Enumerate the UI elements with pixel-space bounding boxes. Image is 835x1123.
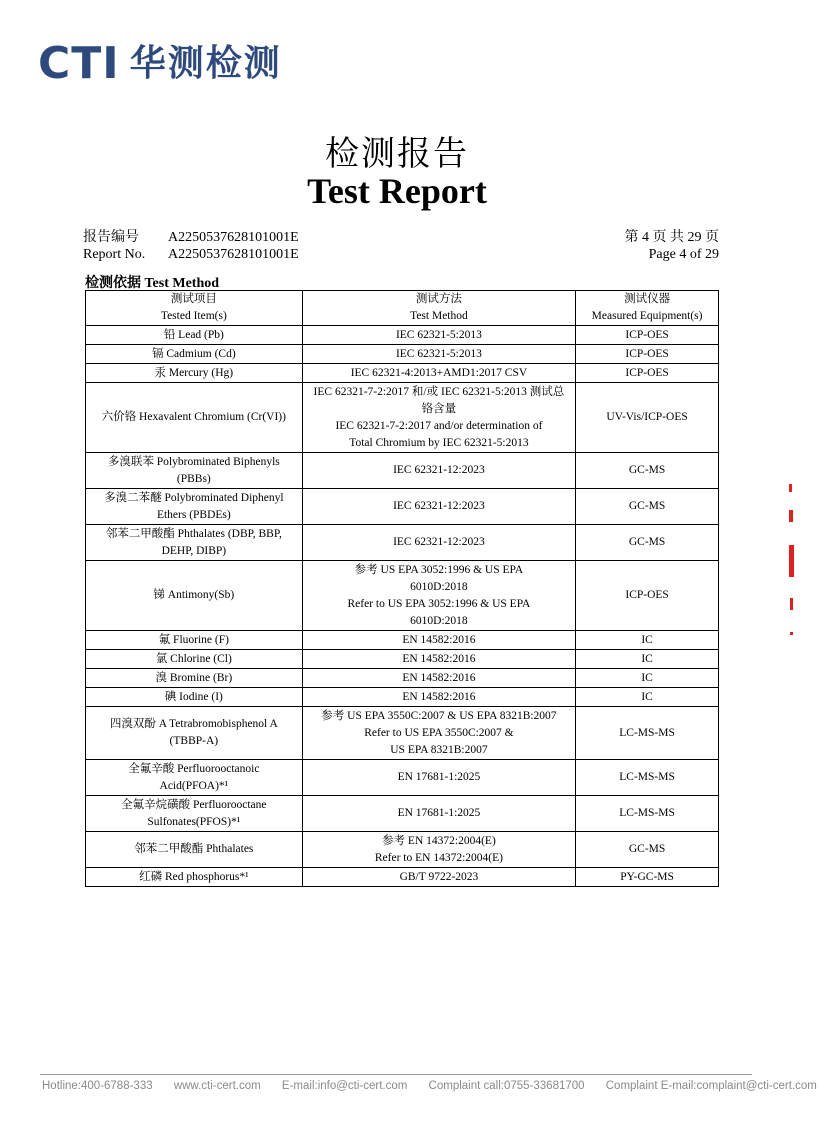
test-method-cell bbox=[302, 525, 576, 561]
equipment-cell: ICP-OES bbox=[576, 364, 719, 383]
tested-item-text: DEHP, DIBP) bbox=[161, 544, 227, 557]
header-label-cn: 测试方法 bbox=[415, 293, 462, 305]
footer-website: www.cti-cert.com bbox=[173, 1080, 261, 1092]
tested-item-text: 邻苯二甲酸酯 Phthalates (DBP, BBP, bbox=[105, 527, 282, 540]
footer-complaint-email: Complaint E-mail:complaint@cti-cert.com bbox=[605, 1080, 817, 1092]
equipment-cell: GC-MS bbox=[576, 453, 719, 489]
test-method-text: 参考 US EPA 3550C:2007 & US EPA 8321B:2007 bbox=[321, 709, 557, 722]
test-method-cell bbox=[302, 561, 576, 631]
tested-item-cell bbox=[86, 688, 303, 707]
test-method-text: US EPA 8321B:2007 bbox=[390, 743, 488, 756]
test-method-text: IEC 62321-7-2:2017 and/or determination of bbox=[335, 419, 543, 432]
test-method-cell bbox=[302, 760, 576, 796]
header-label-cn: 测试仪器 bbox=[624, 293, 671, 305]
equipment-cell: UV-Vis/ICP-OES bbox=[576, 383, 719, 453]
tested-item-text: 碘 Iodine (I) bbox=[164, 690, 223, 703]
table-row bbox=[86, 650, 719, 669]
equipment-cell: IC bbox=[576, 631, 719, 650]
footer-complaint-call: Complaint call:0755-33681700 bbox=[428, 1080, 585, 1092]
test-method-text: Refer to EN 14372:2004(E) bbox=[374, 851, 503, 864]
tested-item-text: 邻苯二甲酸酯 Phthalates bbox=[134, 843, 254, 855]
table-header-cell bbox=[302, 291, 576, 326]
table-row bbox=[86, 489, 719, 525]
tested-item-text: 镉 Cadmium (Cd) bbox=[151, 347, 236, 360]
header-label-en: Test Method bbox=[410, 310, 468, 322]
table-row bbox=[86, 631, 719, 650]
section-title: 检测依据 Test Method bbox=[85, 276, 220, 291]
equipment-cell: ICP-OES bbox=[576, 345, 719, 364]
test-method-text: EN 14582:2016 bbox=[402, 671, 476, 684]
test-method-cell bbox=[302, 832, 576, 868]
table-row bbox=[86, 868, 719, 887]
edge-mark bbox=[790, 598, 793, 610]
tested-item-cell bbox=[86, 631, 303, 650]
test-method-text: IEC 62321-12:2023 bbox=[393, 464, 485, 476]
tested-item-cell bbox=[86, 326, 303, 345]
tested-item-text: Acid(PFOA)*¹ bbox=[159, 779, 229, 792]
test-method-text: IEC 62321-4:2013+AMD1:2017 CSV bbox=[350, 366, 528, 379]
test-method-text: Refer to US EPA 3550C:2007 & bbox=[364, 726, 514, 739]
table-header-cell bbox=[576, 291, 719, 326]
table-row bbox=[86, 561, 719, 631]
table-row bbox=[86, 707, 719, 760]
table-row bbox=[86, 688, 719, 707]
report-number-label-cn: 报告编号 bbox=[83, 230, 139, 245]
edge-mark bbox=[790, 632, 793, 635]
edge-mark bbox=[789, 484, 792, 492]
table-row bbox=[86, 326, 719, 345]
page-indicator-cn: 第 4 页 共 29 页 bbox=[624, 230, 719, 245]
table-row bbox=[86, 669, 719, 688]
tested-item-cell bbox=[86, 707, 303, 760]
equipment-cell: ICP-OES bbox=[576, 326, 719, 345]
test-method-cell bbox=[302, 326, 576, 345]
equipment-cell: LC-MS-MS bbox=[576, 760, 719, 796]
logo-chinese-text: 华测检测 bbox=[129, 43, 282, 84]
tested-item-cell bbox=[86, 760, 303, 796]
test-method-text: GB/T 9722-2023 bbox=[399, 870, 479, 883]
tested-item-cell bbox=[86, 669, 303, 688]
equipment-cell: ICP-OES bbox=[576, 561, 719, 631]
equipment-cell: IC bbox=[576, 669, 719, 688]
equipment-cell: GC-MS bbox=[576, 489, 719, 525]
tested-item-text: 氟 Fluorine (F) bbox=[158, 633, 229, 646]
test-method-text: EN 17681-1:2025 bbox=[397, 807, 481, 819]
tested-item-cell bbox=[86, 832, 303, 868]
equipment-cell: PY-GC-MS bbox=[576, 868, 719, 887]
tested-item-text: 多溴二苯醚 Polybrominated Diphenyl bbox=[104, 491, 284, 504]
test-method-cell bbox=[302, 650, 576, 669]
tested-item-text: 全氟辛烷磺酸 Perfluorooctane bbox=[121, 798, 267, 811]
report-title-english: Test Report bbox=[307, 171, 487, 211]
tested-item-cell bbox=[86, 489, 303, 525]
test-method-text: EN 14582:2016 bbox=[402, 690, 476, 703]
report-number-value-en: A2250537628101001E bbox=[168, 247, 299, 262]
test-method-text: EN 17681-1:2025 bbox=[397, 771, 481, 783]
table-row bbox=[86, 525, 719, 561]
table-row bbox=[86, 796, 719, 832]
test-method-text: 6010D:2018 bbox=[410, 580, 468, 593]
header-label-en: Measured Equipment(s) bbox=[591, 310, 703, 322]
tested-item-text: 氯 Chlorine (Cl) bbox=[155, 652, 232, 665]
footer-hotline: Hotline:400-6788-333 bbox=[42, 1080, 153, 1092]
tested-item-text: Ethers (PBDEs) bbox=[156, 508, 231, 521]
test-method-cell bbox=[302, 453, 576, 489]
report-title-chinese: 检测报告 bbox=[325, 134, 469, 174]
tested-item-text: (TBBP-A) bbox=[169, 735, 219, 747]
report-number-cn-row bbox=[83, 229, 299, 246]
test-method-table bbox=[85, 290, 719, 887]
header-label-cn: 测试项目 bbox=[170, 293, 217, 305]
test-method-cell bbox=[302, 489, 576, 525]
test-method-text: IEC 62321-12:2023 bbox=[393, 500, 485, 512]
tested-item-cell bbox=[86, 364, 303, 383]
tested-item-cell bbox=[86, 868, 303, 887]
test-method-cell bbox=[302, 707, 576, 760]
tested-item-text: 溴 Bromine (Br) bbox=[155, 671, 233, 684]
equipment-cell: GC-MS bbox=[576, 525, 719, 561]
tested-item-cell bbox=[86, 650, 303, 669]
test-method-text: 6010D:2018 bbox=[410, 614, 468, 627]
table-row bbox=[86, 453, 719, 489]
page-indicator-en: Page 4 of 29 bbox=[648, 247, 719, 262]
tested-item-text: 锑 Antimony(Sb) bbox=[153, 589, 235, 601]
equipment-cell: IC bbox=[576, 650, 719, 669]
test-method-cell bbox=[302, 631, 576, 650]
report-number-label-en: Report No. bbox=[83, 247, 146, 262]
tested-item-cell bbox=[86, 561, 303, 631]
tested-item-text: 多溴联苯 Polybrominated Biphenyls bbox=[107, 455, 280, 468]
header-label-en: Tested Item(s) bbox=[160, 310, 227, 322]
tested-item-cell bbox=[86, 796, 303, 832]
tested-item-text: 红磷 Red phosphorus*¹ bbox=[139, 870, 249, 883]
tested-item-text: Sulfonates(PFOS)*¹ bbox=[147, 815, 241, 828]
table-row bbox=[86, 832, 719, 868]
tested-item-text: 四溴双酚 A Tetrabromobisphenol A bbox=[109, 718, 278, 730]
tested-item-text: 铅 Lead (Pb) bbox=[163, 328, 224, 341]
company-logo bbox=[38, 38, 282, 89]
test-method-cell bbox=[302, 345, 576, 364]
test-method-cell bbox=[302, 669, 576, 688]
edge-mark bbox=[789, 545, 794, 577]
table-row bbox=[86, 760, 719, 796]
footer bbox=[42, 1080, 835, 1092]
equipment-cell: LC-MS-MS bbox=[576, 796, 719, 832]
test-method-text: IEC 62321-7-2:2017 和/或 IEC 62321-5:2013 测试总 bbox=[313, 385, 565, 398]
test-method-text: 参考 US EPA 3052:1996 & US EPA bbox=[354, 563, 524, 576]
tested-item-text: (PBBs) bbox=[176, 472, 211, 485]
test-method-text: IEC 62321-5:2013 bbox=[395, 328, 482, 341]
edge-mark bbox=[789, 510, 793, 522]
tested-item-text: 汞 Mercury (Hg) bbox=[154, 366, 234, 379]
equipment-cell: GC-MS bbox=[576, 832, 719, 868]
table-row bbox=[86, 383, 719, 453]
tested-item-cell bbox=[86, 525, 303, 561]
report-number-en-row bbox=[83, 246, 299, 263]
tested-item-cell bbox=[86, 345, 303, 364]
test-method-cell bbox=[302, 364, 576, 383]
tested-item-text: 六价铬 Hexavalent Chromium (Cr(VI)) bbox=[101, 411, 286, 423]
footer-divider bbox=[40, 1074, 752, 1075]
table-row bbox=[86, 345, 719, 364]
tested-item-cell bbox=[86, 383, 303, 453]
test-method-text: EN 14582:2016 bbox=[402, 652, 476, 665]
equipment-cell: LC-MS-MS bbox=[576, 707, 719, 760]
tested-item-cell bbox=[86, 453, 303, 489]
test-method-text: 参考 EN 14372:2004(E) bbox=[382, 834, 496, 847]
test-method-text: IEC 62321-5:2013 bbox=[395, 347, 482, 360]
table-row bbox=[86, 364, 719, 383]
test-method-text: Total Chromium by IEC 62321-5:2013 bbox=[349, 436, 529, 449]
footer-email: E-mail:info@cti-cert.com bbox=[281, 1080, 408, 1092]
table-header-row bbox=[86, 291, 719, 326]
logo-brand-text: CTI bbox=[38, 38, 120, 89]
test-method-cell bbox=[302, 688, 576, 707]
test-method-text: EN 14582:2016 bbox=[402, 633, 476, 646]
tested-item-text: 全氟辛酸 Perfluorooctanoic bbox=[128, 762, 260, 775]
test-method-text: IEC 62321-12:2023 bbox=[393, 536, 485, 548]
test-method-text: 铬含量 bbox=[421, 402, 457, 415]
equipment-cell: IC bbox=[576, 688, 719, 707]
report-number-value-cn: A2250537628101001E bbox=[168, 230, 299, 245]
test-method-text: Refer to US EPA 3052:1996 & US EPA bbox=[347, 597, 531, 610]
table-header-cell bbox=[86, 291, 303, 326]
test-method-cell bbox=[302, 383, 576, 453]
test-method-cell bbox=[302, 796, 576, 832]
test-method-cell bbox=[302, 868, 576, 887]
